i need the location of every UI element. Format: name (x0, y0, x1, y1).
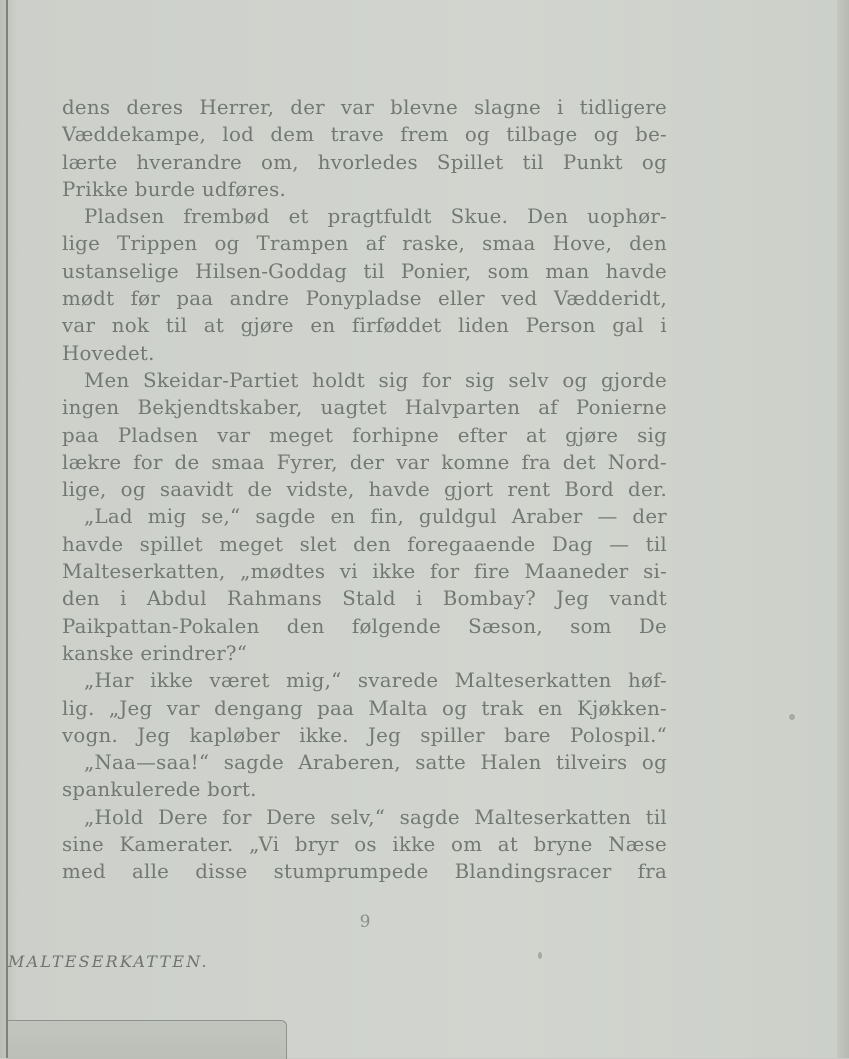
text-line: var nok til at gjøre en firføddet liden Person gal i (62, 314, 667, 338)
body-text (62, 94, 667, 886)
text-line: „Hold Dere for Dere selv,“ sagde Malteserkatten til (84, 805, 667, 829)
text-line: lige, og saavidt de vidste, havde gjort rent Bord der. (62, 478, 667, 502)
text-line: paa Pladsen var meget forhipne efter at gjøre sig (62, 423, 667, 447)
page-spine (6, 0, 8, 1058)
text-line: havde spillet meget slet den foregaaende Dag — til (62, 532, 667, 556)
paper-speck (538, 952, 542, 959)
text-line: „Naa—saa!“ sagde Araberen, satte Halen tilveirs og (84, 751, 667, 775)
text-line: vogn. Jeg kapløber ikke. Jeg spiller bare Polospil.“ (62, 723, 667, 747)
text-line: dens deres Herrer, der var blevne slagne i tidligere (62, 96, 667, 119)
paper-speck (789, 714, 795, 720)
text-line: Men Skeidar-Partiet holdt sig for sig selv og gjorde (84, 368, 667, 392)
text-line: lig. „Jeg var dengang paa Malta og trak en Kjøkken- (62, 696, 667, 720)
page-number: 9 (359, 912, 371, 932)
page-edge (837, 0, 849, 1058)
text-line: lærte hverandre om, hvorledes Spillet til Punkt og (62, 150, 667, 174)
text-line: „Har ikke været mig,“ svarede Malteserkatten høf- (84, 669, 667, 693)
text-line: den i Abdul Rahmans Stald i Bombay? Jeg vandt (62, 587, 667, 611)
text-line: med alle disse stumprumpede Blandingsracer fra (62, 860, 667, 884)
text-line: mødt før paa andre Ponypladse eller ved Vædderidt, (62, 287, 667, 311)
text-line: „Lad mig se,“ sagde en fin, guldgul Araber — der (84, 505, 667, 529)
text-line: lige Trippen og Trampen af raske, smaa Hove, den (62, 232, 667, 256)
text-line: Paikpattan-Pokalen den følgende Sæson, som De (62, 614, 667, 638)
text-line: Prikke burde udføres. (62, 177, 287, 201)
page-corner-tab (8, 1020, 287, 1059)
text-line: Malteserkatten, „mødtes vi ikke for fire Maaneder si- (62, 560, 667, 584)
running-footer: MALTESERKATTEN. (8, 952, 209, 971)
text-line: ingen Bekjendtskaber, uagtet Halvparten af Ponierne (62, 396, 667, 420)
text-line: sine Kamerater. „Vi bryr os ikke om at bryne Næse (62, 833, 667, 857)
text-line: Hovedet. (62, 341, 155, 365)
text-line: Pladsen frembød et pragtfuldt Skue. Den uophør- (84, 205, 667, 229)
text-line: spankulerede bort. (62, 778, 257, 802)
text-line: lækre for de smaa Fyrer, der var komne fra det Nord- (62, 450, 667, 474)
text-line: Væddekampe, lod dem trave frem og tilbage og be- (62, 123, 667, 147)
text-line: ustanselige Hilsen-Goddag til Ponier, som man havde (62, 259, 667, 283)
text-line: kanske erindrer?“ (62, 641, 248, 665)
